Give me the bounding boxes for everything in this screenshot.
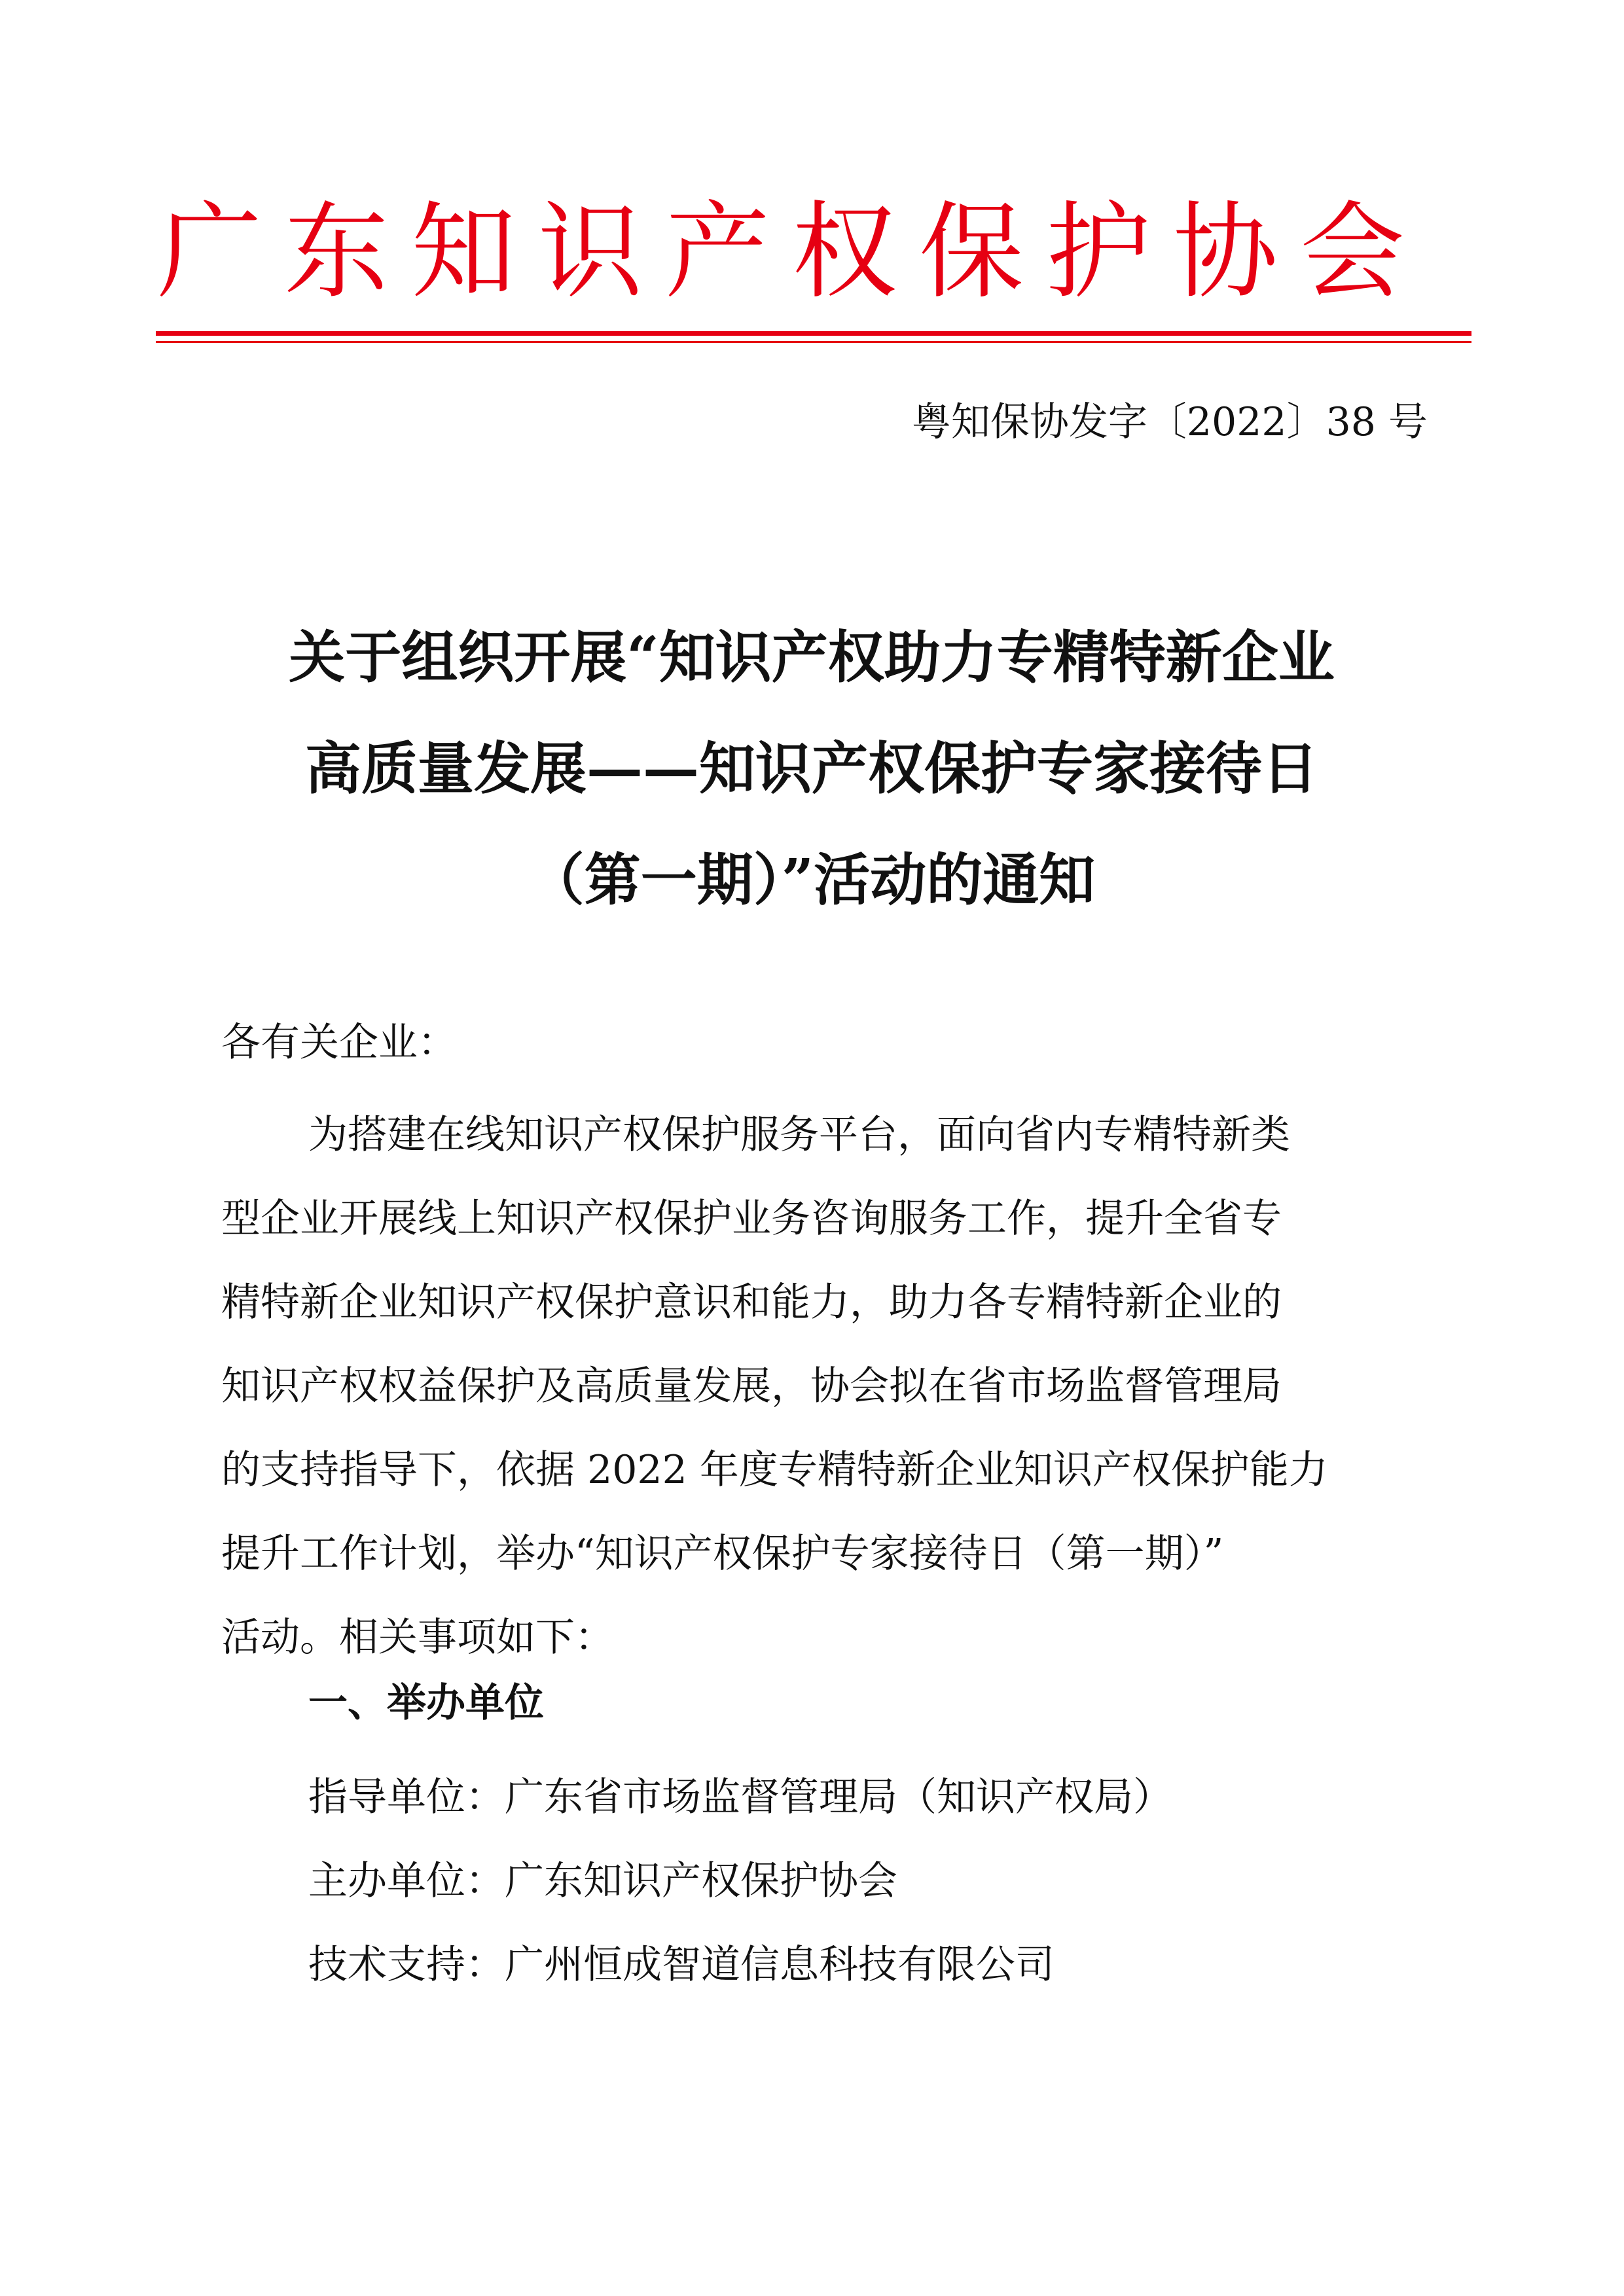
organizer-value: 广东知识产权保护协会 [505,1858,897,1904]
body-line: 型企业开展线上知识产权保护业务咨询服务工作，提升全省专 [221,1196,1282,1242]
letterhead-org-name: 广东知识产权保护协会 [157,190,1428,313]
organizer-row-guidance [308,1755,1172,1839]
title-line: 关于组织开展“知识产权助力专精特新企业 [289,624,1335,691]
organizer-list [308,1755,1172,2007]
letterhead-rule-thick [156,331,1471,336]
organizer-value: 广州恒成智道信息科技有限公司 [505,1942,1055,1988]
letterhead-rule-thin [156,341,1471,343]
organizer-row-host [308,1839,1172,1923]
section-heading: 一、举办单位 [308,1680,544,1726]
body-line: 为搭建在线知识产权保护服务平台，面向省内专精特新类 [308,1112,1290,1158]
organizer-row-tech-support [308,1923,1172,2007]
title-line: 高质量发展——知识产权保护专家接待日 [305,736,1318,802]
notice-title [157,602,1466,936]
organizer-label: 主办单位： [308,1858,505,1904]
body-line: 精特新企业知识产权保护意识和能力，助力各专精特新企业的 [221,1280,1282,1325]
salutation: 各有关企业： [221,1020,457,1066]
body-line: 的支持指导下，依据 2022 年度专精特新企业知识产权保护能力 [221,1447,1328,1493]
body-line: 知识产权权益保护及高质量发展，协会拟在省市场监督管理局 [221,1363,1282,1409]
title-line: （第一期）”活动的通知 [528,847,1096,913]
body-paragraph [221,1093,1419,1679]
body-line: 活动。相关事项如下： [221,1615,614,1660]
document-number: 粤知保协发字〔2022〕38 号 [911,399,1428,445]
organizer-value: 广东省市场监督管理局（知识产权局） [505,1774,1172,1820]
organizer-label: 指导单位： [308,1774,505,1820]
organizer-label: 技术支持： [308,1942,505,1988]
body-line: 提升工作计划，举办“知识产权保护专家接待日（第一期）” [221,1531,1224,1577]
